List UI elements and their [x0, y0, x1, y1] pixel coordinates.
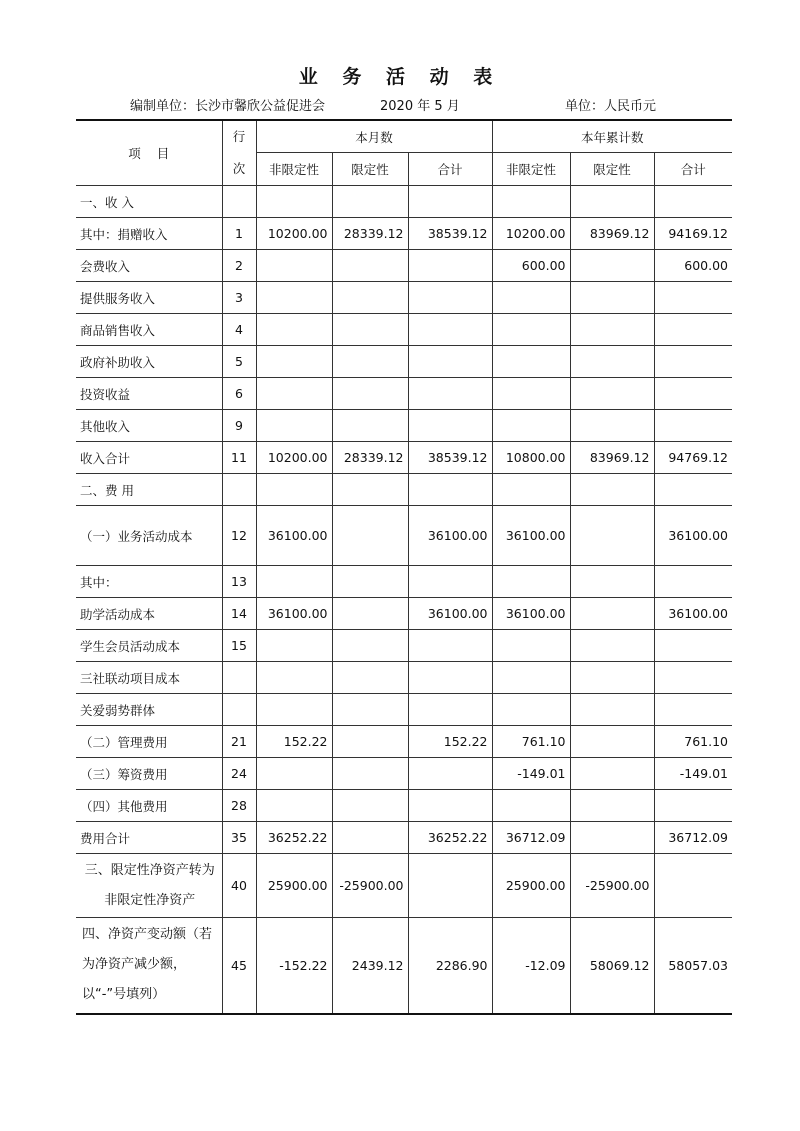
- header-row-1: [76, 120, 732, 153]
- row-value-m-r: [332, 694, 408, 726]
- row-item-label: （四）其他费用: [76, 790, 222, 822]
- row-value-y-u: [492, 186, 570, 218]
- row-value-m-r: -25900.00: [332, 854, 408, 918]
- row-line-number: 6: [222, 378, 256, 410]
- row-value-m-u: [256, 790, 332, 822]
- row-value-y-r: [570, 758, 654, 790]
- row-line-number: 24: [222, 758, 256, 790]
- row-item-label: 一、收 入: [76, 186, 222, 218]
- row-line-number: 11: [222, 442, 256, 474]
- header-ytd-total: 合计: [654, 153, 732, 186]
- row-value-y-u: 25900.00: [492, 854, 570, 918]
- row-item-label: （二）管理费用: [76, 726, 222, 758]
- row-value-m-t: [408, 630, 492, 662]
- row-value-m-r: [332, 346, 408, 378]
- row-value-y-u: 10200.00: [492, 218, 570, 250]
- table-row: [76, 282, 732, 314]
- row-value-y-t: [654, 346, 732, 378]
- row-value-m-r: 28339.12: [332, 442, 408, 474]
- row-value-y-u: [492, 282, 570, 314]
- row-item-label: 三、限定性净资产转为非限定性净资产: [76, 854, 222, 918]
- row-value-m-u: [256, 314, 332, 346]
- row-item-label: （一）业务活动成本: [76, 506, 222, 566]
- row-value-y-u: [492, 630, 570, 662]
- row-value-m-t: 36252.22: [408, 822, 492, 854]
- row-value-m-r: [332, 282, 408, 314]
- row-item-label: 其他收入: [76, 410, 222, 442]
- row-value-y-t: [654, 314, 732, 346]
- table-row: [76, 662, 732, 694]
- row-line-number: 14: [222, 598, 256, 630]
- row-value-y-t: 94169.12: [654, 218, 732, 250]
- row-value-y-t: [654, 566, 732, 598]
- row-value-m-r: [332, 314, 408, 346]
- row-line-number: 21: [222, 726, 256, 758]
- row-value-m-u: [256, 694, 332, 726]
- table-row: [76, 314, 732, 346]
- row-value-m-u: [256, 474, 332, 506]
- row-value-m-u: [256, 662, 332, 694]
- row-value-y-r: 83969.12: [570, 218, 654, 250]
- row-value-m-r: [332, 598, 408, 630]
- row-value-y-u: 10800.00: [492, 442, 570, 474]
- row-value-m-r: 2439.12: [332, 918, 408, 1014]
- row-value-y-u: [492, 378, 570, 410]
- row-line-number: 40: [222, 854, 256, 918]
- header-month-restricted: 限定性: [332, 153, 408, 186]
- row-value-m-t: [408, 694, 492, 726]
- row-line-number: 12: [222, 506, 256, 566]
- row-value-y-r: [570, 506, 654, 566]
- row-value-m-u: [256, 282, 332, 314]
- row-value-y-r: [570, 598, 654, 630]
- row-line-number: 9: [222, 410, 256, 442]
- row-line-number: 5: [222, 346, 256, 378]
- row-value-y-r: 58069.12: [570, 918, 654, 1014]
- row-value-m-r: [332, 250, 408, 282]
- row-item-label: 提供服务收入: [76, 282, 222, 314]
- row-value-m-r: [332, 186, 408, 218]
- table-row: [76, 822, 732, 854]
- table-row: [76, 694, 732, 726]
- row-value-y-r: [570, 630, 654, 662]
- row-line-number: 4: [222, 314, 256, 346]
- page-title: 业 务 活 动 表: [298, 66, 502, 88]
- row-value-y-t: 36100.00: [654, 506, 732, 566]
- row-value-y-u: 36100.00: [492, 506, 570, 566]
- row-value-y-r: -25900.00: [570, 854, 654, 918]
- table-row: [76, 506, 732, 566]
- row-value-y-t: [654, 790, 732, 822]
- row-value-y-t: [654, 378, 732, 410]
- row-line-number: [222, 694, 256, 726]
- row-value-y-r: [570, 314, 654, 346]
- row-value-m-u: [256, 186, 332, 218]
- row-value-m-t: [408, 854, 492, 918]
- table-row: [76, 726, 732, 758]
- row-value-y-t: [654, 186, 732, 218]
- row-value-m-u: [256, 566, 332, 598]
- row-value-y-t: [654, 630, 732, 662]
- row-value-m-r: [332, 474, 408, 506]
- table-row: [76, 378, 732, 410]
- row-value-y-r: [570, 566, 654, 598]
- row-value-m-t: [408, 474, 492, 506]
- row-item-label: 学生会员活动成本: [76, 630, 222, 662]
- row-value-m-r: [332, 822, 408, 854]
- row-value-y-u: [492, 314, 570, 346]
- header-month: 本月数: [256, 120, 492, 153]
- row-value-m-r: [332, 506, 408, 566]
- row-value-y-u: [492, 474, 570, 506]
- table-row: [76, 566, 732, 598]
- row-value-y-r: [570, 474, 654, 506]
- row-value-m-t: [408, 250, 492, 282]
- row-value-m-r: [332, 566, 408, 598]
- row-value-y-r: [570, 186, 654, 218]
- row-value-y-u: [492, 410, 570, 442]
- row-line-number: 35: [222, 822, 256, 854]
- row-line-number: 45: [222, 918, 256, 1014]
- row-item-label: （三）筹资费用: [76, 758, 222, 790]
- row-item-label: 商品销售收入: [76, 314, 222, 346]
- row-value-y-u: 36712.09: [492, 822, 570, 854]
- row-value-y-t: [654, 410, 732, 442]
- header-ytd-unrestricted: 非限定性: [492, 153, 570, 186]
- table-row: [76, 186, 732, 218]
- row-value-y-u: -12.09: [492, 918, 570, 1014]
- row-item-label: 三社联动项目成本: [76, 662, 222, 694]
- table-row: [76, 218, 732, 250]
- row-line-number: 28: [222, 790, 256, 822]
- table-row: [76, 854, 732, 918]
- row-value-y-t: 600.00: [654, 250, 732, 282]
- row-value-m-u: 25900.00: [256, 854, 332, 918]
- row-value-m-t: [408, 378, 492, 410]
- row-line-number: [222, 662, 256, 694]
- row-value-m-t: [408, 410, 492, 442]
- row-value-y-u: [492, 346, 570, 378]
- row-value-y-t: -149.01: [654, 758, 732, 790]
- table-row: [76, 758, 732, 790]
- row-value-m-u: 152.22: [256, 726, 332, 758]
- row-line-number: [222, 474, 256, 506]
- row-value-y-t: [654, 694, 732, 726]
- row-value-y-u: 761.10: [492, 726, 570, 758]
- row-value-y-r: [570, 346, 654, 378]
- row-value-m-t: [408, 186, 492, 218]
- row-value-m-t: 2286.90: [408, 918, 492, 1014]
- row-value-m-t: [408, 346, 492, 378]
- row-line-number: 1: [222, 218, 256, 250]
- row-item-label: 费用合计: [76, 822, 222, 854]
- row-value-m-t: 36100.00: [408, 506, 492, 566]
- row-value-y-t: 36100.00: [654, 598, 732, 630]
- row-value-y-u: [492, 662, 570, 694]
- row-value-y-t: [654, 282, 732, 314]
- period-label: 2020 年 5 月: [380, 99, 460, 114]
- row-value-m-t: 38539.12: [408, 442, 492, 474]
- row-value-m-r: [332, 630, 408, 662]
- table-row: [76, 790, 732, 822]
- table-row: [76, 474, 732, 506]
- table-row: [76, 598, 732, 630]
- table-row: [76, 410, 732, 442]
- row-value-y-u: 36100.00: [492, 598, 570, 630]
- activity-statement-table: [76, 119, 732, 1015]
- row-value-y-r: [570, 282, 654, 314]
- row-value-m-r: [332, 758, 408, 790]
- row-line-number: 3: [222, 282, 256, 314]
- row-value-y-t: 761.10: [654, 726, 732, 758]
- header-line: 行次: [222, 120, 256, 186]
- row-value-y-r: [570, 694, 654, 726]
- currency-unit-label: 单位：人民币元: [565, 99, 657, 114]
- row-line-number: 15: [222, 630, 256, 662]
- row-line-number: 2: [222, 250, 256, 282]
- row-value-m-t: [408, 790, 492, 822]
- row-value-y-u: 600.00: [492, 250, 570, 282]
- row-value-m-u: [256, 378, 332, 410]
- row-value-m-t: [408, 314, 492, 346]
- row-value-y-t: 94769.12: [654, 442, 732, 474]
- row-item-label: 四、净资产变动额（若为净资产减少额，以“-”号填列）: [76, 918, 222, 1014]
- row-value-m-r: [332, 378, 408, 410]
- row-value-m-t: [408, 566, 492, 598]
- row-value-m-u: 10200.00: [256, 442, 332, 474]
- row-value-y-t: [654, 854, 732, 918]
- row-item-label: 其中：捐赠收入: [76, 218, 222, 250]
- row-line-number: [222, 186, 256, 218]
- row-item-label: 投资收益: [76, 378, 222, 410]
- row-value-y-r: [570, 662, 654, 694]
- row-value-y-t: [654, 662, 732, 694]
- row-value-m-u: 36100.00: [256, 506, 332, 566]
- row-value-y-u: [492, 790, 570, 822]
- row-value-y-r: [570, 790, 654, 822]
- row-item-label: 会费收入: [76, 250, 222, 282]
- table-row: [76, 918, 732, 1014]
- row-value-y-r: [570, 410, 654, 442]
- row-value-y-r: [570, 250, 654, 282]
- row-value-m-t: 152.22: [408, 726, 492, 758]
- row-value-m-t: [408, 662, 492, 694]
- row-item-label: 关爱弱势群体: [76, 694, 222, 726]
- row-value-y-t: [654, 474, 732, 506]
- header-month-total: 合计: [408, 153, 492, 186]
- row-value-m-u: [256, 758, 332, 790]
- row-value-y-r: [570, 726, 654, 758]
- row-item-label: 二、费 用: [76, 474, 222, 506]
- row-value-y-r: 83969.12: [570, 442, 654, 474]
- row-value-m-u: [256, 250, 332, 282]
- row-value-m-u: [256, 630, 332, 662]
- table-row: [76, 630, 732, 662]
- row-item-label: 其中：: [76, 566, 222, 598]
- row-line-number: 13: [222, 566, 256, 598]
- row-value-m-t: [408, 282, 492, 314]
- row-value-m-u: [256, 346, 332, 378]
- header-item: 项 目: [76, 120, 222, 186]
- row-value-m-t: [408, 758, 492, 790]
- row-value-y-r: [570, 822, 654, 854]
- row-value-m-u: 36100.00: [256, 598, 332, 630]
- row-value-y-u: [492, 694, 570, 726]
- row-item-label: 收入合计: [76, 442, 222, 474]
- row-value-m-u: -152.22: [256, 918, 332, 1014]
- row-value-m-r: [332, 726, 408, 758]
- row-value-m-r: 28339.12: [332, 218, 408, 250]
- row-value-m-r: [332, 790, 408, 822]
- header-ytd-restricted: 限定性: [570, 153, 654, 186]
- row-value-m-t: 36100.00: [408, 598, 492, 630]
- row-value-y-t: 36712.09: [654, 822, 732, 854]
- row-value-y-u: -149.01: [492, 758, 570, 790]
- header-month-unrestricted: 非限定性: [256, 153, 332, 186]
- organization-label: 编制单位：长沙市馨欣公益促进会: [130, 99, 326, 114]
- row-value-m-u: 10200.00: [256, 218, 332, 250]
- table-row: [76, 250, 732, 282]
- row-value-m-t: 38539.12: [408, 218, 492, 250]
- row-value-y-r: [570, 378, 654, 410]
- row-value-y-t: 58057.03: [654, 918, 732, 1014]
- row-item-label: 政府补助收入: [76, 346, 222, 378]
- row-value-y-u: [492, 566, 570, 598]
- header-ytd: 本年累计数: [492, 120, 732, 153]
- row-value-m-r: [332, 662, 408, 694]
- row-value-m-r: [332, 410, 408, 442]
- row-value-m-u: 36252.22: [256, 822, 332, 854]
- table-row: [76, 442, 732, 474]
- table-row: [76, 346, 732, 378]
- row-value-m-u: [256, 410, 332, 442]
- row-item-label: 助学活动成本: [76, 598, 222, 630]
